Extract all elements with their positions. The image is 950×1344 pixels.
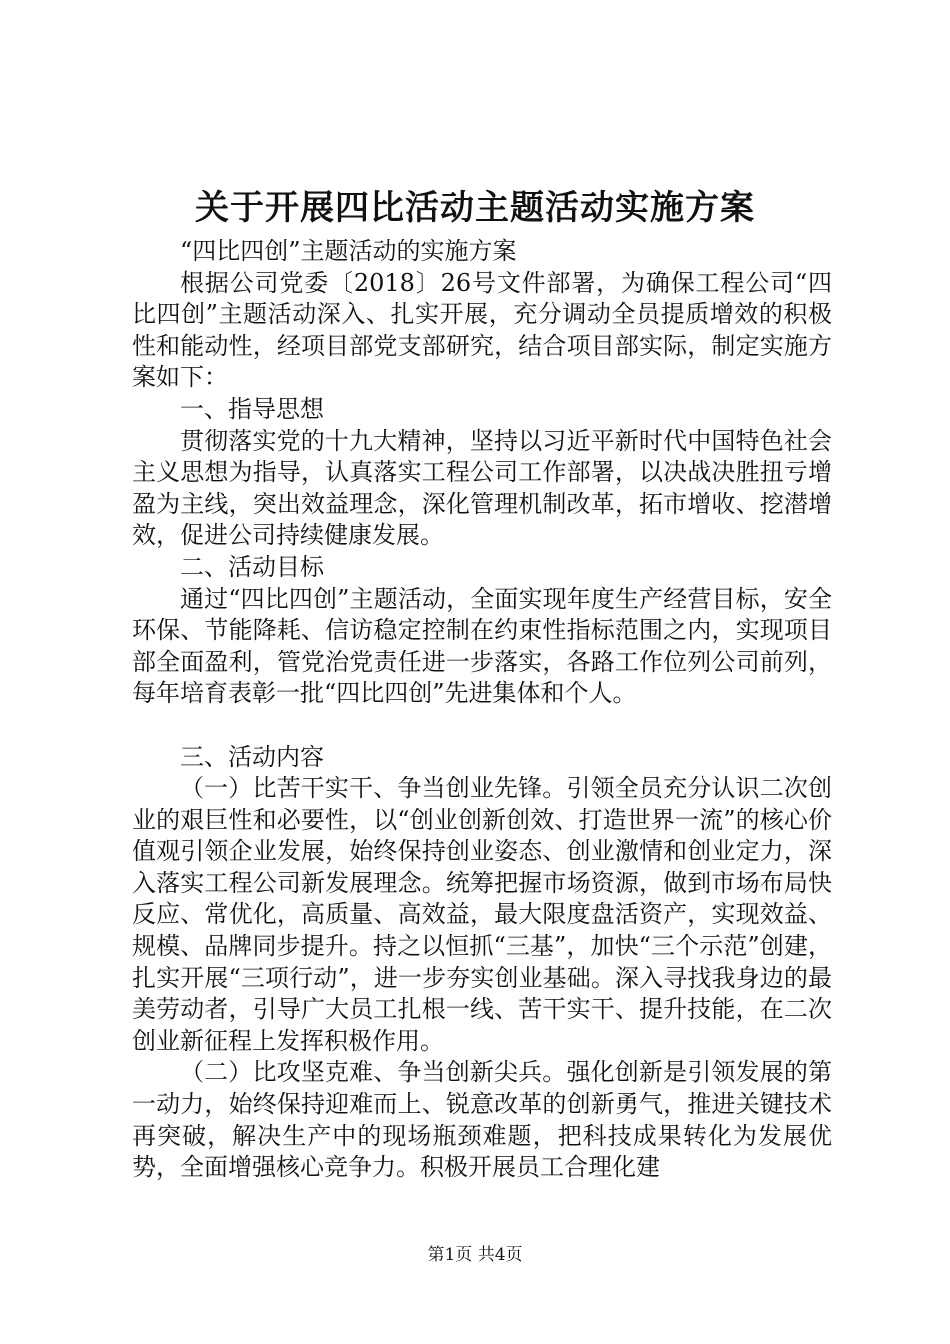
section-body-guiding-ideology: 贯彻落实党的十九大精神，坚持以习近平新时代中国特色社会主义思想为指导，认真落实工程公司工作部署，以决战决胜扭亏增盈为主线，突出效益理念，深化管理机制改革，拓市增收、挖潜增效，促进公司持续健康发展。: [132, 426, 832, 550]
blank-line: [132, 710, 832, 742]
document-subtitle: “四比四创”主题活动的实施方案: [180, 237, 517, 265]
section-heading-activity-content: 三、活动内容: [180, 742, 324, 771]
activity-item-1: （一）比苦干实干、争当创业先锋。引领全员充分认识二次创业的艰巨性和必要性，以“创业创新创效、打造世界一流”的核心价值观引领企业发展，始终保持创业姿态、创业激情和创业定力，深入落实工程公司新发展理念。统筹把握市场资源，做到市场布局快反应、常优化，高质量、高效益，最大限度盘活资产，实现效益、规模、品牌同步提升。持之以恒抓“三基”，加快“三个示范”创建，扎实开展“三项行动”，进一步夯实创业基础。深入寻找我身边的最美劳动者，引导广大员工扎根一线、苦干实干、提升技能，在二次创业新征程上发挥积极作用。: [132, 774, 832, 1055]
document-title: 关于开展四比活动主题活动实施方案: [195, 188, 755, 228]
intro-paragraph: 根据公司党委〔2018〕26号文件部署，为确保工程公司“四比四创”主题活动深入、扎实开展，充分调动全员提质增效的积极性和能动性，经项目部党支部研究，结合项目部实际，制定实施方案如下：: [132, 268, 832, 392]
page-number: 第1页 共4页: [427, 1245, 523, 1265]
section-heading-activity-goals: 二、活动目标: [180, 552, 324, 581]
section-heading-guiding-ideology: 一、指导思想: [180, 394, 324, 423]
activity-item-2: （二）比攻坚克难、争当创新尖兵。强化创新是引领发展的第一动力，始终保持迎难而上、锐意改革的创新勇气，推进关键技术再突破，解决生产中的现场瓶颈难题，把科技成果转化为发展优势，全面增强核心竞争力。积极开展员工合理化建: [132, 1058, 832, 1182]
document-body: [132, 236, 832, 1184]
section-body-activity-goals: 通过“四比四创”主题活动，全面实现年度生产经营目标，安全环保、节能降耗、信访稳定控制在约束性指标范围之内，实现项目部全面盈利，管党治党责任进一步落实，各路工作位列公司前列，每年培育表彰一批“四比四创”先进集体和个人。: [132, 584, 832, 708]
